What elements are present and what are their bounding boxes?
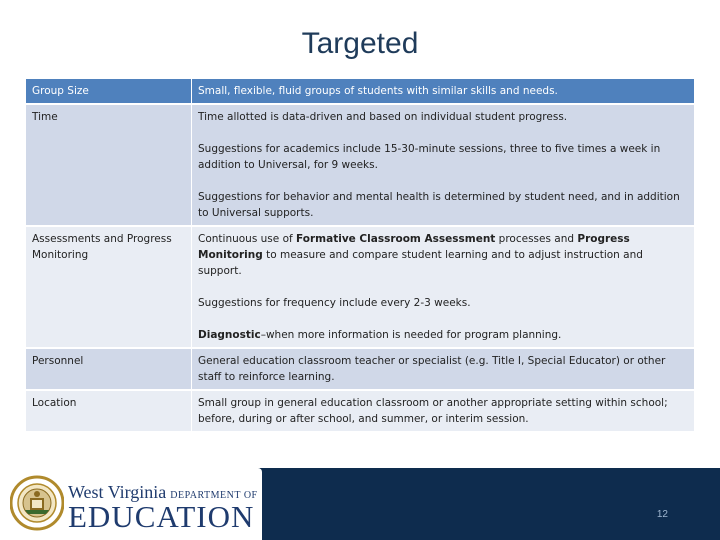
content-paragraph xyxy=(198,395,688,427)
table-row xyxy=(26,79,694,103)
bold-text-run: Progress Monitoring xyxy=(198,233,630,261)
bold-text-run: Diagnostic xyxy=(198,329,261,341)
row-content xyxy=(192,79,694,103)
text-run: –when more information is needed for program planning. xyxy=(260,329,562,341)
row-content xyxy=(192,391,694,431)
content-paragraph xyxy=(198,83,688,99)
text-run: Small group in general education classroom or another appropriate setting within school; before, during or after school, and summer, or interim session. xyxy=(198,397,668,425)
bold-text-run: Formative Classroom Assessment xyxy=(296,233,496,245)
row-label: Location xyxy=(26,391,191,431)
row-label: Time xyxy=(26,105,191,225)
state-seal-icon xyxy=(10,474,64,532)
org-name-line2: EDUCATION xyxy=(68,499,255,534)
row-content xyxy=(192,227,694,347)
text-run: to measure and compare student learning and to adjust instruction and support. xyxy=(198,249,643,277)
row-label: Personnel xyxy=(26,349,191,389)
row-label: Group Size xyxy=(26,79,191,103)
text-run: Small, flexible, fluid groups of students with similar skills and needs. xyxy=(198,85,558,97)
table-row xyxy=(26,105,694,225)
text-run: Suggestions for behavior and mental health is determined by student need, and in addition to Universal supports. xyxy=(198,191,680,219)
text-run: Suggestions for academics include 15-30-minute sessions, three to five times a week in addition to Universal, for 9 weeks. xyxy=(198,143,661,171)
org-name-department: DEPARTMENT OF xyxy=(170,490,258,501)
table-row xyxy=(26,391,694,431)
text-run: Time allotted is data-driven and based on individual student progress. xyxy=(198,111,568,123)
wv-education-logo xyxy=(0,468,262,540)
targeted-table xyxy=(25,77,695,433)
row-content xyxy=(192,105,694,225)
text-run: processes and xyxy=(495,233,578,245)
content-paragraph xyxy=(198,231,688,279)
row-label: Assessments and Progress Monitoring xyxy=(26,227,191,347)
content-paragraph xyxy=(198,141,688,173)
table-row xyxy=(26,349,694,389)
table-row xyxy=(26,227,694,347)
slide-title: Targeted xyxy=(301,27,419,60)
text-run: Suggestions for frequency include every 2-3 weeks. xyxy=(198,297,471,309)
content-paragraph xyxy=(198,189,688,221)
text-run: Continuous use of xyxy=(198,233,297,245)
row-content xyxy=(192,349,694,389)
text-run: General education classroom teacher or specialist (e.g. Title I, Special Educator) or other staff to reinforce learning. xyxy=(198,355,666,383)
page-number: 12 xyxy=(656,509,668,520)
content-paragraph xyxy=(198,109,688,125)
org-name-state: West Virginia xyxy=(68,482,167,502)
content-paragraph xyxy=(198,353,688,385)
content-paragraph xyxy=(198,295,688,311)
content-paragraph xyxy=(198,327,688,343)
